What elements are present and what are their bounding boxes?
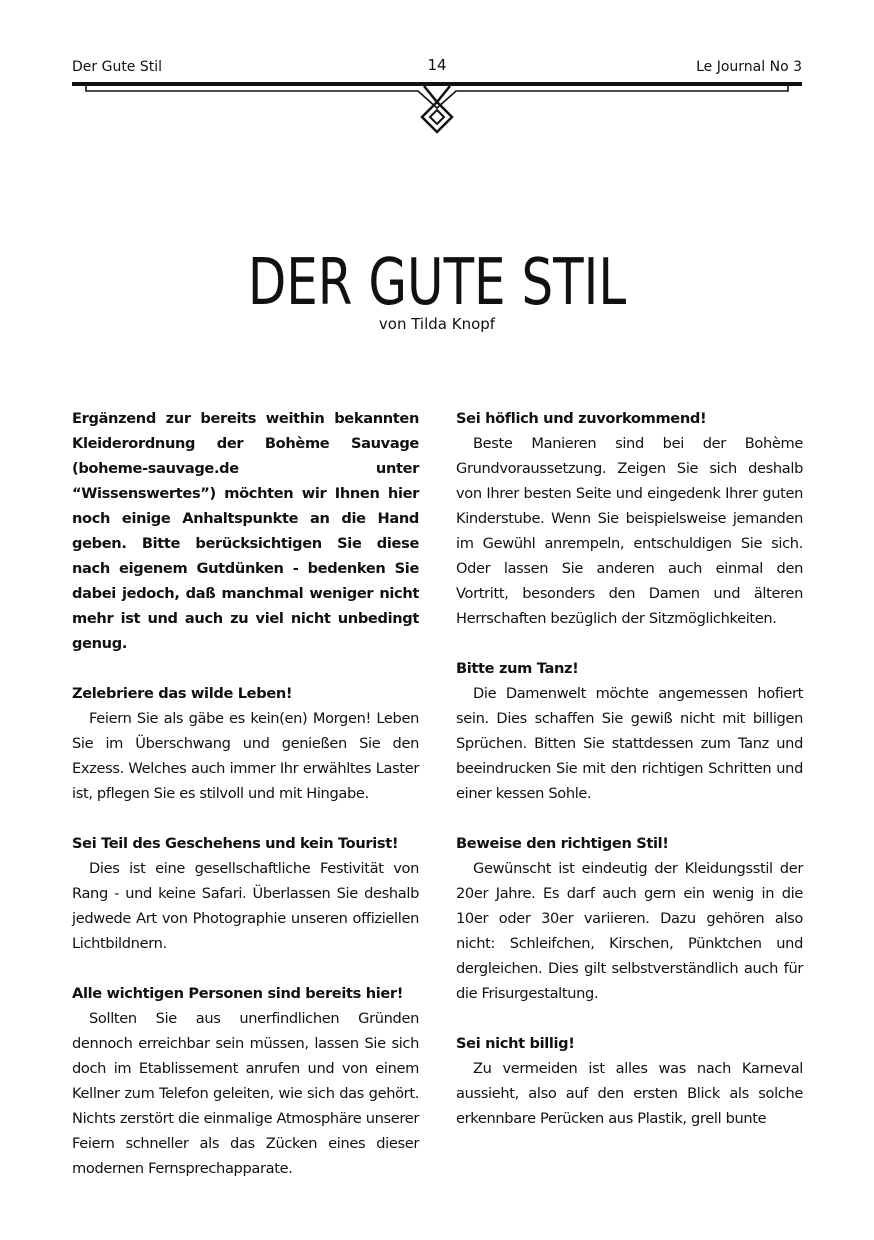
section-body: Dies ist eine gesellschaftliche Festivität von Rang - und keine Safari. Überlassen Sie deshalb jedwede Art von Photographie unseren offiziellen Lichtbildnern. [72, 860, 419, 952]
section-heading: Bitte zum Tanz! [456, 660, 579, 677]
section [456, 406, 803, 631]
right-column [456, 406, 803, 1156]
section [72, 831, 419, 956]
section-heading: Beweise den richtigen Stil! [456, 835, 669, 852]
article-byline: von Tilda Knopf [378, 315, 496, 333]
left-column [72, 406, 419, 1206]
section-heading: Sei höflich und zuvorkommend! [456, 410, 707, 427]
section [456, 831, 803, 1006]
article-title: DER GUTE STIL [247, 245, 627, 320]
section-heading: Alle wichtigen Personen sind bereits hier! [72, 985, 404, 1002]
section-heading: Sei nicht billig! [456, 1035, 575, 1052]
section-heading: Sei Teil des Geschehens und kein Tourist! [72, 835, 399, 852]
section-heading: Zelebriere das wilde Leben! [72, 685, 293, 702]
section [72, 981, 419, 1181]
running-header-left: Der Gute Stil [72, 59, 163, 75]
intro-paragraph: Ergänzend zur bereits weithin bekannten Kleiderordnung der Bohème Sauvage (boheme-sauvage.de unter “Wissenswertes”) möchten wir Ihnen hier noch einige Anhaltspunkte an die Hand geben. Bitte berücksichtigen Sie diese nach eigenem Gutdünken - bedenken Sie dabei jedoch, daß manchmal weniger nicht mehr ist und auch zu viel nicht unbedingt genug. [72, 410, 419, 652]
section-body: Die Damenwelt möchte angemessen hofiert sein. Dies schaffen Sie gewiß nicht mit billigen Sprüchen. Bitten Sie stattdessen zum Tanz und beeindrucken Sie mit den richtigen Schritten und einer kessen Sohle. [456, 685, 803, 802]
section-body: Zu vermeiden ist alles was nach Karneval aussieht, also auf den ersten Blick als solche erkennbare Perücken aus Plastik, grell bunte [456, 1060, 803, 1127]
page-number: 14 [427, 56, 447, 74]
section-body: Beste Manieren sind bei der Bohème Grundvoraussetzung. Zeigen Sie sich deshalb von Ihrer besten Seite und eingedenk Ihrer guten Kinderstube. Wenn Sie beispielsweise jemanden im Gewühl anrempeln, entschuldigen Sie sich. Oder lassen Sie anderen auch einmal den Vortritt, besonders den Damen und älteren Herrschaften bezüglich der Sitzmöglichkeiten. [456, 435, 803, 627]
running-header-right: Le Journal No 3 [696, 59, 802, 75]
section [72, 681, 419, 806]
section-body: Gewünscht ist eindeutig der Kleidungsstil der 20er Jahre. Es darf auch gern ein wenig in die 10er oder 30er variieren. Dazu gehören also nicht: Schleifchen, Kirschen, Pünktchen und dergleichen. Dies gilt selbstverständlich auch für die Frisurgestaltung. [456, 860, 803, 1002]
section-body: Sollten Sie aus unerfindlichen Gründen dennoch erreichbar sein müssen, lassen Sie sich doch im Etablissement anrufen und von einem Kellner zum Telefon geleiten, wie sich das gehört. Nichts zerstört die einmalige Atmosphäre unserer Feiern schneller als das Zücken eines dieser modernen Fernsprechapparate. [72, 1010, 419, 1177]
header-ornament [0, 78, 874, 134]
section [456, 1031, 803, 1131]
section [456, 656, 803, 806]
section-body: Feiern Sie als gäbe es kein(en) Morgen! Leben Sie im Überschwang und genießen Sie den Exzess. Welches auch immer Ihr erwähltes Laster ist, pflegen Sie es stilvoll und mit Hingabe. [72, 710, 419, 802]
